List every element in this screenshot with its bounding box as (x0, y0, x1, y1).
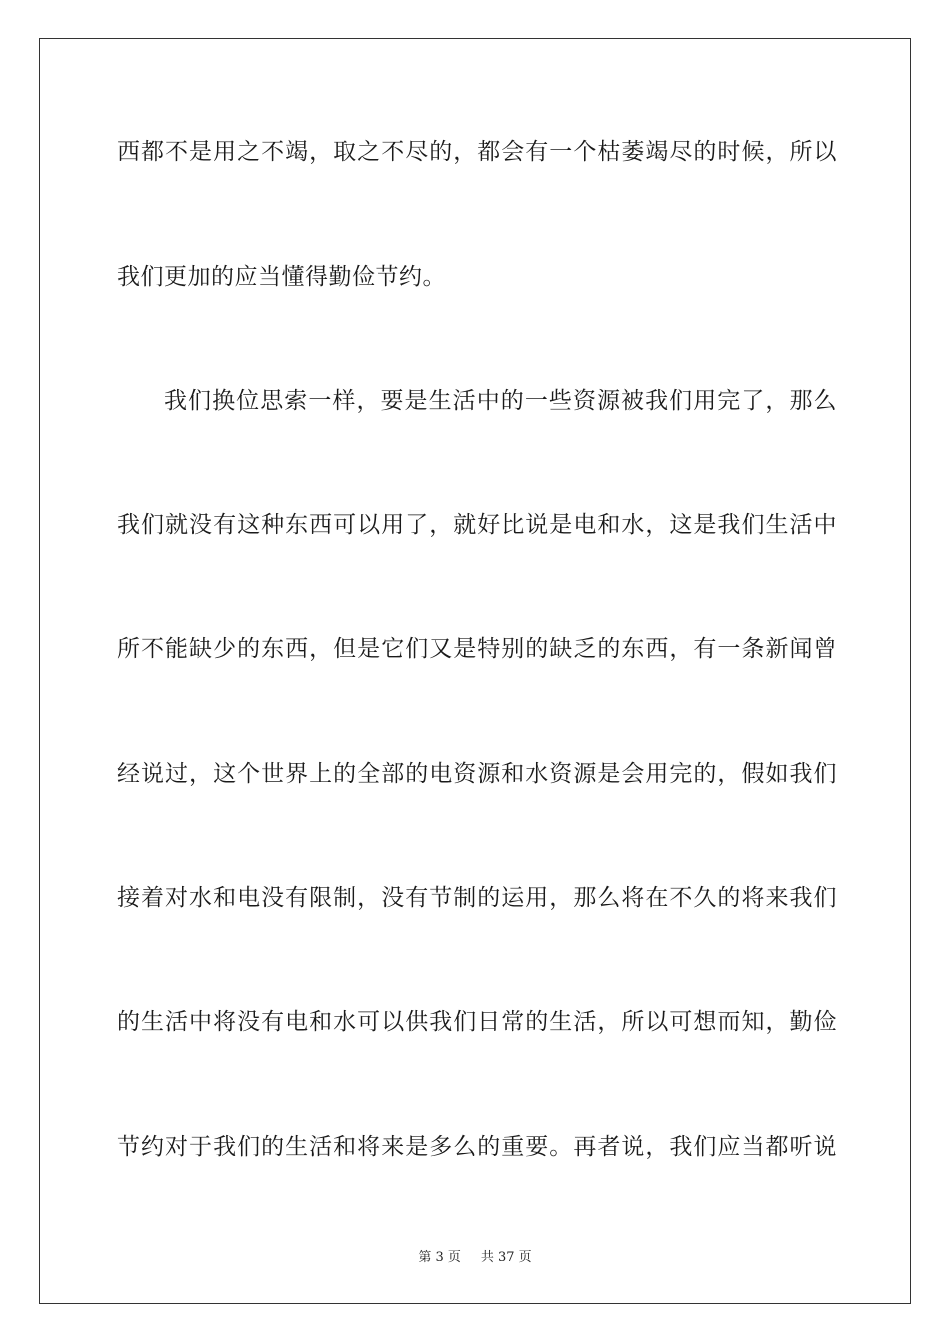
page-frame (39, 38, 911, 1304)
body-text-line: 节约对于我们的生活和将来是多么的重要。再者说，我们应当都听说 (117, 1134, 837, 1160)
body-text-line: 西都不是用之不竭，取之不尽的，都会有一个枯萎竭尽的时候，所以 (117, 139, 837, 165)
body-text-line: 我们就没有这种东西可以用了，就好比说是电和水，这是我们生活中 (117, 512, 837, 538)
body-text-line: 我们更加的应当懂得勤俭节约。 (117, 264, 446, 290)
paragraph-first-line: 我们换位思索一样，要是生活中的一些资源被我们用完了，那么 (164, 388, 837, 414)
page-footer (0, 1249, 950, 1267)
body-text-line: 经说过，这个世界上的全部的电资源和水资源是会用完的，假如我们 (117, 761, 837, 787)
page-number: 第 3 页 (418, 1250, 461, 1265)
body-text-line: 所不能缺少的东西，但是它们又是特别的缺乏的东西，有一条新闻曾 (117, 636, 837, 662)
body-text-line: 接着对水和电没有限制，没有节制的运用，那么将在不久的将来我们 (117, 885, 837, 911)
total-pages: 共 37 页 (480, 1250, 532, 1265)
body-text-line: 的生活中将没有电和水可以供我们日常的生活，所以可想而知，勤俭 (117, 1009, 837, 1035)
